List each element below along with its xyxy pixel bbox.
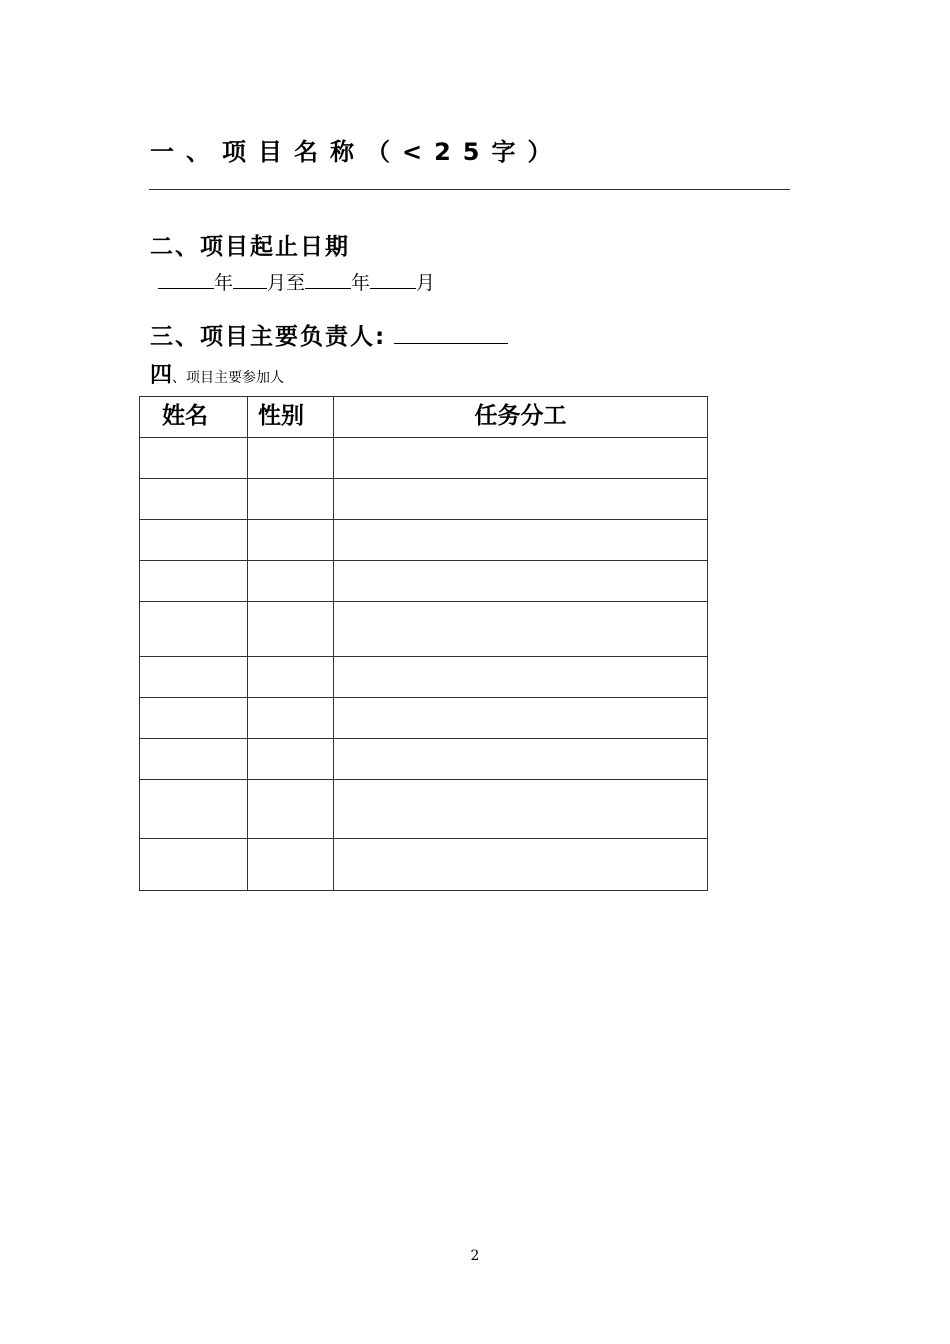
end-year-label: 年: [351, 272, 371, 294]
start-year-label: 年: [214, 272, 234, 294]
section-3-title: [150, 318, 508, 351]
start-month-label: 月至: [267, 272, 306, 294]
cell-gender[interactable]: [248, 561, 334, 602]
end-year-blank[interactable]: [305, 270, 351, 289]
table-row: [140, 657, 708, 698]
cell-gender[interactable]: [248, 698, 334, 739]
cell-name[interactable]: [140, 561, 248, 602]
start-year-blank[interactable]: [158, 270, 214, 289]
section-4-number: 四: [150, 363, 173, 388]
header-gender: 性别: [248, 397, 334, 438]
cell-gender[interactable]: [248, 438, 334, 479]
table-row: [140, 739, 708, 780]
cell-task[interactable]: [334, 520, 708, 561]
cell-name[interactable]: [140, 739, 248, 780]
cell-task[interactable]: [334, 561, 708, 602]
cell-gender[interactable]: [248, 780, 334, 839]
cell-gender[interactable]: [248, 739, 334, 780]
table-row: [140, 780, 708, 839]
cell-name[interactable]: [140, 602, 248, 657]
leader-blank[interactable]: [394, 319, 508, 344]
date-range-line: [158, 268, 435, 295]
cell-task[interactable]: [334, 839, 708, 891]
cell-name[interactable]: [140, 780, 248, 839]
cell-task[interactable]: [334, 602, 708, 657]
header-name: 姓名: [140, 397, 248, 438]
cell-name[interactable]: [140, 839, 248, 891]
table-row: [140, 602, 708, 657]
page-number: 2: [470, 1248, 480, 1264]
cell-task[interactable]: [334, 780, 708, 839]
header-task: 任务分工: [334, 397, 708, 438]
cell-task[interactable]: [334, 438, 708, 479]
table-row: [140, 839, 708, 891]
cell-task[interactable]: [334, 739, 708, 780]
end-month-blank[interactable]: [370, 270, 416, 289]
cell-name[interactable]: [140, 438, 248, 479]
section-4-title: [150, 358, 284, 389]
cell-name[interactable]: [140, 520, 248, 561]
cell-task[interactable]: [334, 698, 708, 739]
table-row: [140, 479, 708, 520]
cell-name[interactable]: [140, 479, 248, 520]
section-1-title: 一、项目名称（<25字）: [150, 138, 564, 166]
cell-gender[interactable]: [248, 520, 334, 561]
project-name-line[interactable]: [149, 189, 790, 190]
cell-name[interactable]: [140, 698, 248, 739]
table-row: [140, 438, 708, 479]
cell-name[interactable]: [140, 657, 248, 698]
cell-task[interactable]: [334, 479, 708, 520]
section-4-label: 、项目主要参加人: [172, 370, 285, 386]
cell-gender[interactable]: [248, 839, 334, 891]
table-row: [140, 520, 708, 561]
section-3-label: 三、项目主要负责人:: [150, 324, 387, 350]
cell-gender[interactable]: [248, 602, 334, 657]
section-2-title: 二、项目起止日期: [150, 234, 350, 260]
start-month-blank[interactable]: [233, 270, 267, 289]
participants-table: [139, 396, 708, 891]
cell-gender[interactable]: [248, 657, 334, 698]
table-header-row: [140, 397, 708, 438]
cell-task[interactable]: [334, 657, 708, 698]
table-row: [140, 698, 708, 739]
cell-gender[interactable]: [248, 479, 334, 520]
table-row: [140, 561, 708, 602]
end-month-label: 月: [416, 272, 436, 294]
